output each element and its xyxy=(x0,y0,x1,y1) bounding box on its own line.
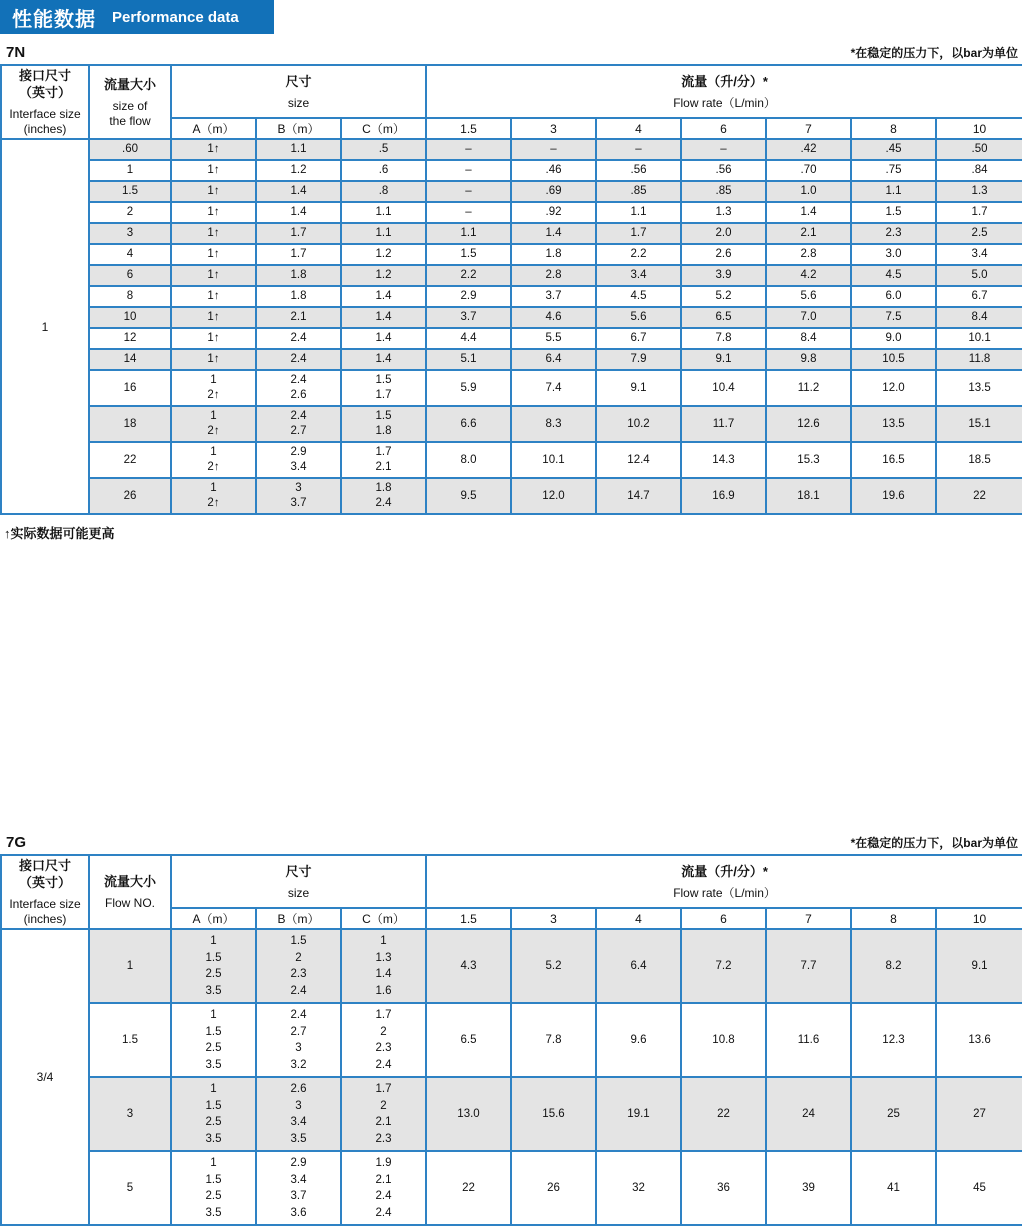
table-row xyxy=(1,1003,1022,1077)
performance-table-7N xyxy=(0,64,1022,515)
rate-cell: 9.5 xyxy=(426,478,511,514)
rate-cell: 11.7 xyxy=(681,406,766,442)
header-rate-col: 4 xyxy=(596,118,681,139)
table-host-7g xyxy=(0,854,1022,1226)
rate-cell: 4.6 xyxy=(511,307,596,328)
table-row xyxy=(1,244,1022,265)
dim-b-cell: 2.9 3.4 3.7 3.6 xyxy=(256,1151,341,1225)
dim-a-cell: 1 1.5 2.5 3.5 xyxy=(171,1003,256,1077)
flow-size-cell: 1 xyxy=(89,160,171,181)
dim-c-cell: 1.7 2 2.3 2.4 xyxy=(341,1003,426,1077)
header-rate-col: 3 xyxy=(511,118,596,139)
header-flow-rate-group: 流量（升/分）* Flow rate（L/min） xyxy=(426,65,1022,118)
rate-cell: 4.3 xyxy=(426,929,511,1003)
rate-cell: 8.3 xyxy=(511,406,596,442)
rate-cell: 13.5 xyxy=(851,406,936,442)
rate-cell: 5.6 xyxy=(596,307,681,328)
dim-a-cell: 1↑ xyxy=(171,223,256,244)
section-label-7n: 7N xyxy=(6,44,26,61)
rate-cell: – xyxy=(426,202,511,223)
dim-b-cell: 2.4 xyxy=(256,349,341,370)
dim-c-cell: 1.4 xyxy=(341,286,426,307)
rate-cell: 9.1 xyxy=(681,349,766,370)
dim-c-cell: .5 xyxy=(341,139,426,160)
rate-cell: 5.6 xyxy=(766,286,851,307)
rate-cell: .50 xyxy=(936,139,1022,160)
header-rate-col: 3 xyxy=(511,908,596,929)
rate-cell: 1.8 xyxy=(511,244,596,265)
rate-cell: 3.0 xyxy=(851,244,936,265)
header-rate-col: 1.5 xyxy=(426,908,511,929)
rate-cell: 12.0 xyxy=(511,478,596,514)
rate-cell: 6.4 xyxy=(511,349,596,370)
rate-cell: – xyxy=(426,139,511,160)
dim-a-cell: 1↑ xyxy=(171,181,256,202)
dim-a-cell: 1 2↑ xyxy=(171,370,256,406)
flow-size-cell: 10 xyxy=(89,307,171,328)
rate-cell: 5.2 xyxy=(681,286,766,307)
flow-size-cell: 22 xyxy=(89,442,171,478)
header-interface-size: 接口尺寸 （英寸） Interface size (inches) xyxy=(1,855,89,929)
rate-cell: 3.9 xyxy=(681,265,766,286)
rate-cell: 18.5 xyxy=(936,442,1022,478)
rate-cell: 6.5 xyxy=(681,307,766,328)
rate-cell: 2.1 xyxy=(766,223,851,244)
rate-cell: 2.2 xyxy=(596,244,681,265)
dim-a-cell: 1↑ xyxy=(171,307,256,328)
rate-cell: 1.4 xyxy=(511,223,596,244)
rate-cell: 1.5 xyxy=(426,244,511,265)
rate-cell: 1.3 xyxy=(936,181,1022,202)
flow-size-cell: 18 xyxy=(89,406,171,442)
dim-a-cell: 1↑ xyxy=(171,244,256,265)
dim-b-cell: 1.2 xyxy=(256,160,341,181)
section-label-7g: 7G xyxy=(6,834,27,851)
rate-cell: 4.2 xyxy=(766,265,851,286)
dim-c-cell: 1.1 xyxy=(341,223,426,244)
dim-a-cell: 1↑ xyxy=(171,160,256,181)
rate-cell: 18.1 xyxy=(766,478,851,514)
rate-cell: 12.6 xyxy=(766,406,851,442)
table-row xyxy=(1,328,1022,349)
dim-a-cell: 1↑ xyxy=(171,349,256,370)
rate-cell: 15.6 xyxy=(511,1077,596,1151)
rate-cell: 2.0 xyxy=(681,223,766,244)
rate-cell: 8.0 xyxy=(426,442,511,478)
rate-cell: 2.6 xyxy=(681,244,766,265)
dim-b-cell: 1.7 xyxy=(256,223,341,244)
flow-size-cell: 6 xyxy=(89,265,171,286)
interface-size-cell: 3/4 xyxy=(1,929,89,1225)
rate-cell: 2.3 xyxy=(851,223,936,244)
rate-cell: 9.1 xyxy=(596,370,681,406)
rate-cell: .46 xyxy=(511,160,596,181)
rate-cell: 13.6 xyxy=(936,1003,1022,1077)
rate-cell: 12.3 xyxy=(851,1003,936,1077)
rate-cell: .70 xyxy=(766,160,851,181)
header-dim-col: A（m） xyxy=(171,908,256,929)
section-7g xyxy=(0,824,1022,1226)
rate-cell: 5.0 xyxy=(936,265,1022,286)
rate-cell: 4.4 xyxy=(426,328,511,349)
header-rate-col: 6 xyxy=(681,908,766,929)
rate-cell: 11.6 xyxy=(766,1003,851,1077)
rate-cell: .69 xyxy=(511,181,596,202)
table-host-7n xyxy=(0,64,1022,515)
dim-c-cell: 1.1 xyxy=(341,202,426,223)
table-row xyxy=(1,139,1022,160)
rate-cell: 24 xyxy=(766,1077,851,1151)
banner-title-en: Performance data xyxy=(112,8,239,26)
dim-b-cell: 2.4 xyxy=(256,328,341,349)
rate-cell: 1.4 xyxy=(766,202,851,223)
rate-cell: 4.5 xyxy=(851,265,936,286)
dim-a-cell: 1 2↑ xyxy=(171,478,256,514)
rate-cell: 22 xyxy=(681,1077,766,1151)
header-dim-col: A（m） xyxy=(171,118,256,139)
rate-cell: 2.8 xyxy=(511,265,596,286)
rate-cell: 26 xyxy=(511,1151,596,1225)
rate-cell: .84 xyxy=(936,160,1022,181)
rate-cell: 11.8 xyxy=(936,349,1022,370)
header-rate-col: 7 xyxy=(766,118,851,139)
flow-size-cell: 8 xyxy=(89,286,171,307)
arrow-footnote: ↑实际数据可能更高 xyxy=(4,526,115,541)
header-dim-col: B（m） xyxy=(256,118,341,139)
rate-cell: 36 xyxy=(681,1151,766,1225)
rate-cell: 10.1 xyxy=(511,442,596,478)
rate-cell: .45 xyxy=(851,139,936,160)
rate-cell: 14.7 xyxy=(596,478,681,514)
rate-cell: 13.5 xyxy=(936,370,1022,406)
rate-cell: 7.7 xyxy=(766,929,851,1003)
flow-size-cell: 1 xyxy=(89,929,171,1003)
rate-cell: 39 xyxy=(766,1151,851,1225)
flow-size-cell: 2 xyxy=(89,202,171,223)
header-interface-size: 接口尺寸 （英寸） Interface size (inches) xyxy=(1,65,89,139)
rate-cell: 1.1 xyxy=(851,181,936,202)
header-rate-col: 7 xyxy=(766,908,851,929)
section-7g-head xyxy=(0,824,1022,854)
dim-c-cell: 1.8 2.4 xyxy=(341,478,426,514)
header-dim-col: C（m） xyxy=(341,908,426,929)
flow-size-cell: 5 xyxy=(89,1151,171,1225)
rate-cell: 6.5 xyxy=(426,1003,511,1077)
rate-cell: 3.7 xyxy=(426,307,511,328)
rate-cell: 16.9 xyxy=(681,478,766,514)
dim-b-cell: 1.4 xyxy=(256,202,341,223)
rate-cell: 19.1 xyxy=(596,1077,681,1151)
dim-c-cell: .8 xyxy=(341,181,426,202)
dim-c-cell: 1.4 xyxy=(341,307,426,328)
rate-cell: 19.6 xyxy=(851,478,936,514)
dim-c-cell: 1.5 1.8 xyxy=(341,406,426,442)
header-size-group: 尺寸 size xyxy=(171,65,426,118)
header-rate-col: 10 xyxy=(936,118,1022,139)
rate-cell: 5.9 xyxy=(426,370,511,406)
rate-cell: – xyxy=(681,139,766,160)
table-row xyxy=(1,370,1022,406)
header-rate-col: 8 xyxy=(851,118,936,139)
rate-cell: 13.0 xyxy=(426,1077,511,1151)
rate-cell: – xyxy=(426,181,511,202)
header-row xyxy=(1,855,1022,908)
rate-cell: – xyxy=(596,139,681,160)
rate-cell: 1.0 xyxy=(766,181,851,202)
dim-b-cell: 2.6 3 3.4 3.5 xyxy=(256,1077,341,1151)
table-row xyxy=(1,265,1022,286)
rate-cell: 15.1 xyxy=(936,406,1022,442)
rate-cell: 3.4 xyxy=(936,244,1022,265)
table-row xyxy=(1,202,1022,223)
table-row xyxy=(1,406,1022,442)
rate-cell: 16.5 xyxy=(851,442,936,478)
flow-size-cell: 4 xyxy=(89,244,171,265)
dim-a-cell: 1↑ xyxy=(171,265,256,286)
dim-c-cell: 1.4 xyxy=(341,328,426,349)
pressure-note: *在稳定的压力下，以bar为单位 xyxy=(850,46,1018,60)
pressure-note: *在稳定的压力下，以bar为单位 xyxy=(850,836,1018,850)
rate-cell: 10.2 xyxy=(596,406,681,442)
table-row xyxy=(1,286,1022,307)
dim-b-cell: 2.4 2.7 xyxy=(256,406,341,442)
rate-cell: 12.0 xyxy=(851,370,936,406)
rate-cell: 6.7 xyxy=(596,328,681,349)
flow-size-cell: 1.5 xyxy=(89,1003,171,1077)
rate-cell: 25 xyxy=(851,1077,936,1151)
header-rate-col: 6 xyxy=(681,118,766,139)
dim-b-cell: 1.5 2 2.3 2.4 xyxy=(256,929,341,1003)
section-7n xyxy=(0,34,1022,546)
rate-cell: 12.4 xyxy=(596,442,681,478)
rate-cell: 22 xyxy=(936,478,1022,514)
flow-size-cell: 16 xyxy=(89,370,171,406)
rate-cell: .85 xyxy=(681,181,766,202)
dim-a-cell: 1↑ xyxy=(171,286,256,307)
header-dim-col: B（m） xyxy=(256,908,341,929)
rate-cell: 8.2 xyxy=(851,929,936,1003)
table-row xyxy=(1,442,1022,478)
rate-cell: 2.5 xyxy=(936,223,1022,244)
rate-cell: – xyxy=(511,139,596,160)
rate-cell: .42 xyxy=(766,139,851,160)
rate-cell: 9.0 xyxy=(851,328,936,349)
rate-cell: 2.9 xyxy=(426,286,511,307)
rate-cell: 7.8 xyxy=(511,1003,596,1077)
rate-cell: 4.5 xyxy=(596,286,681,307)
dim-a-cell: 1 1.5 2.5 3.5 xyxy=(171,1151,256,1225)
header-size-group: 尺寸 size xyxy=(171,855,426,908)
rate-cell: 10.5 xyxy=(851,349,936,370)
dim-c-cell: 1.4 xyxy=(341,349,426,370)
dim-c-cell: 1.5 1.7 xyxy=(341,370,426,406)
rate-cell: .85 xyxy=(596,181,681,202)
rate-cell: 1.3 xyxy=(681,202,766,223)
rate-cell: 9.6 xyxy=(596,1003,681,1077)
rate-cell: 9.8 xyxy=(766,349,851,370)
rate-cell: 10.1 xyxy=(936,328,1022,349)
rate-cell: 7.8 xyxy=(681,328,766,349)
rate-cell: 1.1 xyxy=(426,223,511,244)
rate-cell: 10.4 xyxy=(681,370,766,406)
rate-cell: 1.1 xyxy=(596,202,681,223)
dim-c-cell: .6 xyxy=(341,160,426,181)
header-dim-col: C（m） xyxy=(341,118,426,139)
performance-data-banner xyxy=(0,0,274,34)
header-flow-size: 流量大小 Flow NO. xyxy=(89,855,171,929)
dim-b-cell: 2.4 2.7 3 3.2 xyxy=(256,1003,341,1077)
rate-cell: 5.2 xyxy=(511,929,596,1003)
rate-cell: 6.7 xyxy=(936,286,1022,307)
dim-b-cell: 1.7 xyxy=(256,244,341,265)
dim-a-cell: 1 2↑ xyxy=(171,442,256,478)
table-row xyxy=(1,1077,1022,1151)
rate-cell: 8.4 xyxy=(936,307,1022,328)
dim-b-cell: 1.8 xyxy=(256,265,341,286)
dim-a-cell: 1 1.5 2.5 3.5 xyxy=(171,1077,256,1151)
banner-title-zh: 性能数据 xyxy=(12,8,96,31)
dim-c-cell: 1.9 2.1 2.4 2.4 xyxy=(341,1151,426,1225)
rate-cell: 7.5 xyxy=(851,307,936,328)
flow-size-cell: 1.5 xyxy=(89,181,171,202)
flow-size-cell: 3 xyxy=(89,1077,171,1151)
rate-cell: 5.1 xyxy=(426,349,511,370)
dim-a-cell: 1↑ xyxy=(171,202,256,223)
rate-cell: .92 xyxy=(511,202,596,223)
dim-a-cell: 1 2↑ xyxy=(171,406,256,442)
rate-cell: .56 xyxy=(681,160,766,181)
table-row xyxy=(1,929,1022,1003)
dim-a-cell: 1 1.5 2.5 3.5 xyxy=(171,929,256,1003)
rate-cell: 27 xyxy=(936,1077,1022,1151)
dim-b-cell: 3 3.7 xyxy=(256,478,341,514)
dim-b-cell: 1.8 xyxy=(256,286,341,307)
rate-cell: .75 xyxy=(851,160,936,181)
rate-cell: 10.8 xyxy=(681,1003,766,1077)
dim-b-cell: 1.1 xyxy=(256,139,341,160)
dim-b-cell: 2.9 3.4 xyxy=(256,442,341,478)
rate-cell: 6.4 xyxy=(596,929,681,1003)
header-rate-col: 10 xyxy=(936,908,1022,929)
flow-size-cell: 3 xyxy=(89,223,171,244)
dim-c-cell: 1.7 2 2.1 2.3 xyxy=(341,1077,426,1151)
rate-cell: 3.7 xyxy=(511,286,596,307)
flow-size-cell: 12 xyxy=(89,328,171,349)
table-row xyxy=(1,181,1022,202)
dim-c-cell: 1.2 xyxy=(341,244,426,265)
rate-cell: – xyxy=(426,160,511,181)
dim-c-cell: 1.2 xyxy=(341,265,426,286)
rate-cell: 22 xyxy=(426,1151,511,1225)
table-row xyxy=(1,1151,1022,1225)
dim-b-cell: 2.1 xyxy=(256,307,341,328)
table-row xyxy=(1,307,1022,328)
rate-cell: 14.3 xyxy=(681,442,766,478)
dim-b-cell: 2.4 2.6 xyxy=(256,370,341,406)
rate-cell: 7.2 xyxy=(681,929,766,1003)
rate-cell: 7.9 xyxy=(596,349,681,370)
dim-a-cell: 1↑ xyxy=(171,139,256,160)
rate-cell: 41 xyxy=(851,1151,936,1225)
rate-cell: 11.2 xyxy=(766,370,851,406)
dim-b-cell: 1.4 xyxy=(256,181,341,202)
interface-size-cell: 1 xyxy=(1,139,89,514)
dim-c-cell: 1 1.3 1.4 1.6 xyxy=(341,929,426,1003)
header-rate-col: 4 xyxy=(596,908,681,929)
rate-cell: 6.0 xyxy=(851,286,936,307)
rate-cell: 1.7 xyxy=(596,223,681,244)
flow-size-cell: 14 xyxy=(89,349,171,370)
header-flow-rate-group: 流量（升/分）* Flow rate（L/min） xyxy=(426,855,1022,908)
rate-cell: 5.5 xyxy=(511,328,596,349)
table-row xyxy=(1,349,1022,370)
dim-a-cell: 1↑ xyxy=(171,328,256,349)
rate-cell: 45 xyxy=(936,1151,1022,1225)
rate-cell: 6.6 xyxy=(426,406,511,442)
rate-cell: 9.1 xyxy=(936,929,1022,1003)
header-flow-size: 流量大小 size of the flow xyxy=(89,65,171,139)
flow-size-cell: 26 xyxy=(89,478,171,514)
rate-cell: 15.3 xyxy=(766,442,851,478)
table-row xyxy=(1,478,1022,514)
dim-c-cell: 1.7 2.1 xyxy=(341,442,426,478)
performance-table-7G xyxy=(0,854,1022,1226)
header-row xyxy=(1,65,1022,118)
rate-cell: 32 xyxy=(596,1151,681,1225)
section-7n-head xyxy=(0,34,1022,64)
header-rate-col: 8 xyxy=(851,908,936,929)
rate-cell: 3.4 xyxy=(596,265,681,286)
rate-cell: 1.7 xyxy=(936,202,1022,223)
table-row xyxy=(1,223,1022,244)
rate-cell: 2.2 xyxy=(426,265,511,286)
flow-size-cell: .60 xyxy=(89,139,171,160)
rate-cell: 1.5 xyxy=(851,202,936,223)
table-row xyxy=(1,160,1022,181)
rate-cell: .56 xyxy=(596,160,681,181)
header-rate-col: 1.5 xyxy=(426,118,511,139)
rate-cell: 8.4 xyxy=(766,328,851,349)
rate-cell: 7.0 xyxy=(766,307,851,328)
rate-cell: 2.8 xyxy=(766,244,851,265)
rate-cell: 7.4 xyxy=(511,370,596,406)
